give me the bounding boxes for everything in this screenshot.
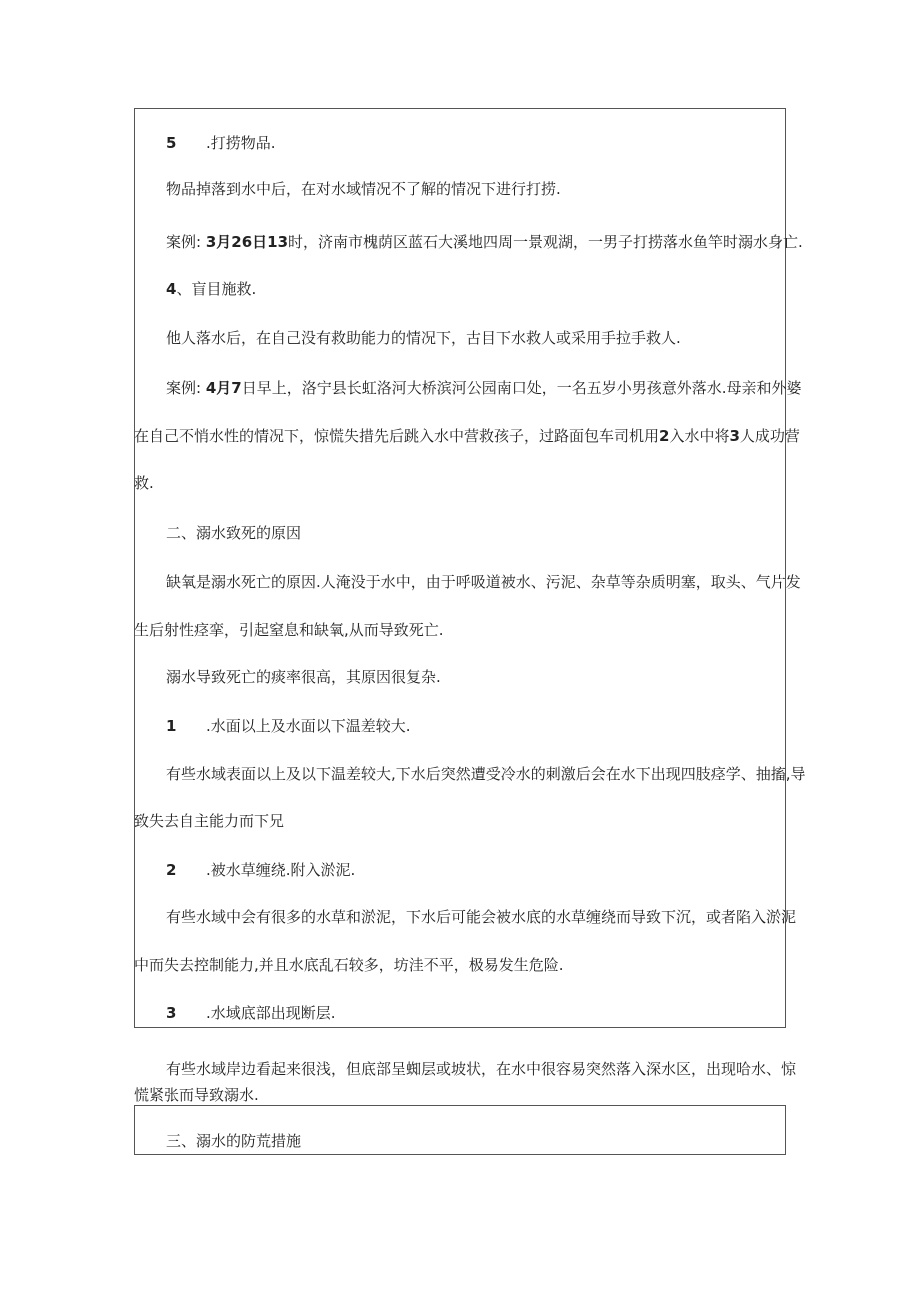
section-3-title: 三、溺水的防荒措施 [166,1132,302,1150]
case-prefix: 案例: [166,233,206,251]
reason-1-line-1: 有些水域表面以上及以下温差较大,下水后突然遭受冷水的刺激后会在水下出现四肢痉学、抽搐,导 [166,765,806,783]
reason-2-heading [166,860,355,880]
case-2-line-2 [134,426,800,446]
case-text: 时，济南市槐荫区蓝石大溪地四周一景观湖，一男子打捞落水鱼竿时溺水身亡. [288,233,803,251]
reason-2-line-2: 中而失去控制能力,并且水底乱石较多，坊洼不平，极易发生危险. [134,956,564,974]
case-text: 在自己不悄水性的情况下，惊慌失措先后跳入水中营救孩子，过路面包车司机用 [134,427,660,445]
item-4-heading [166,279,256,299]
reason-2-line-1: 有些水域中会有很多的水草和淤泥，下水后可能会被水底的水草缠绕而导致下沉，或者陷入淤泥 [166,908,797,926]
case-text: 日早上，洛宁县长虹洛河大桥滨河公园南口处，一名五岁小男孩意外落水.母亲和外婆 [241,379,802,397]
case-2-line-3: 救. [134,474,154,492]
item-number: 1 [166,717,177,735]
item-4-description: 他人落水后，在自己没有救助能力的情况下，古目下水救人或采用手拉手救人. [166,329,681,347]
reason-1-heading [166,716,411,736]
paragraph-1-line-1: 缺氧是溺水死亡的原因.人淹没于水中，由于呼吸道被水、污泥、杂草等杂质明塞，取头、气片发 [166,573,801,591]
outside-paragraph-line-1: 有些水域岸边看起来很浅，但底部呈蜘层或坡状，在水中很容易突然落入深水区，出现哈水、惊 [166,1060,797,1078]
paragraph-1-line-2: 生后射性痉挛，引起窒息和缺氧,从而导致死亡. [134,621,444,639]
item-title: .打捞物品. [206,134,276,152]
item-number: 2 [166,861,177,879]
section-2-title: 二、溺水致死的原因 [166,524,302,542]
item-number: 3 [166,1004,177,1022]
item-5-description: 物品掉落到水中后，在对水域情况不了解的情况下进行打捞. [166,180,561,198]
outside-paragraph-line-2: 慌紧张而导致溺水. [134,1086,259,1104]
case-1 [166,232,803,252]
item-number: 5 [166,134,177,152]
item-5-heading [166,133,276,153]
reason-3-heading [166,1003,336,1023]
item-title: .水面以上及水面以下温差较大. [206,717,411,735]
paragraph-2: 溺水导致死亡的痰率很高，其原因很复杂. [166,668,441,686]
case-text: 人成功营 [739,427,800,445]
reason-1-line-2: 致失去自主能力而下兄 [134,812,285,830]
item-title: .被水草缠绕.附入淤泥. [206,861,356,879]
item-title: .水域底部出现断层. [206,1004,336,1022]
case-text: 入水中将 [669,427,730,445]
item-title: 、盲目施救. [176,280,257,298]
case-2-line-1 [166,378,801,398]
case-number: 2 [659,427,670,445]
item-number: 4 [166,280,177,298]
case-prefix: 案例: [166,379,206,397]
case-date: 4月7 [205,379,242,397]
case-date: 3月26日13 [205,233,289,251]
case-number: 3 [729,427,740,445]
